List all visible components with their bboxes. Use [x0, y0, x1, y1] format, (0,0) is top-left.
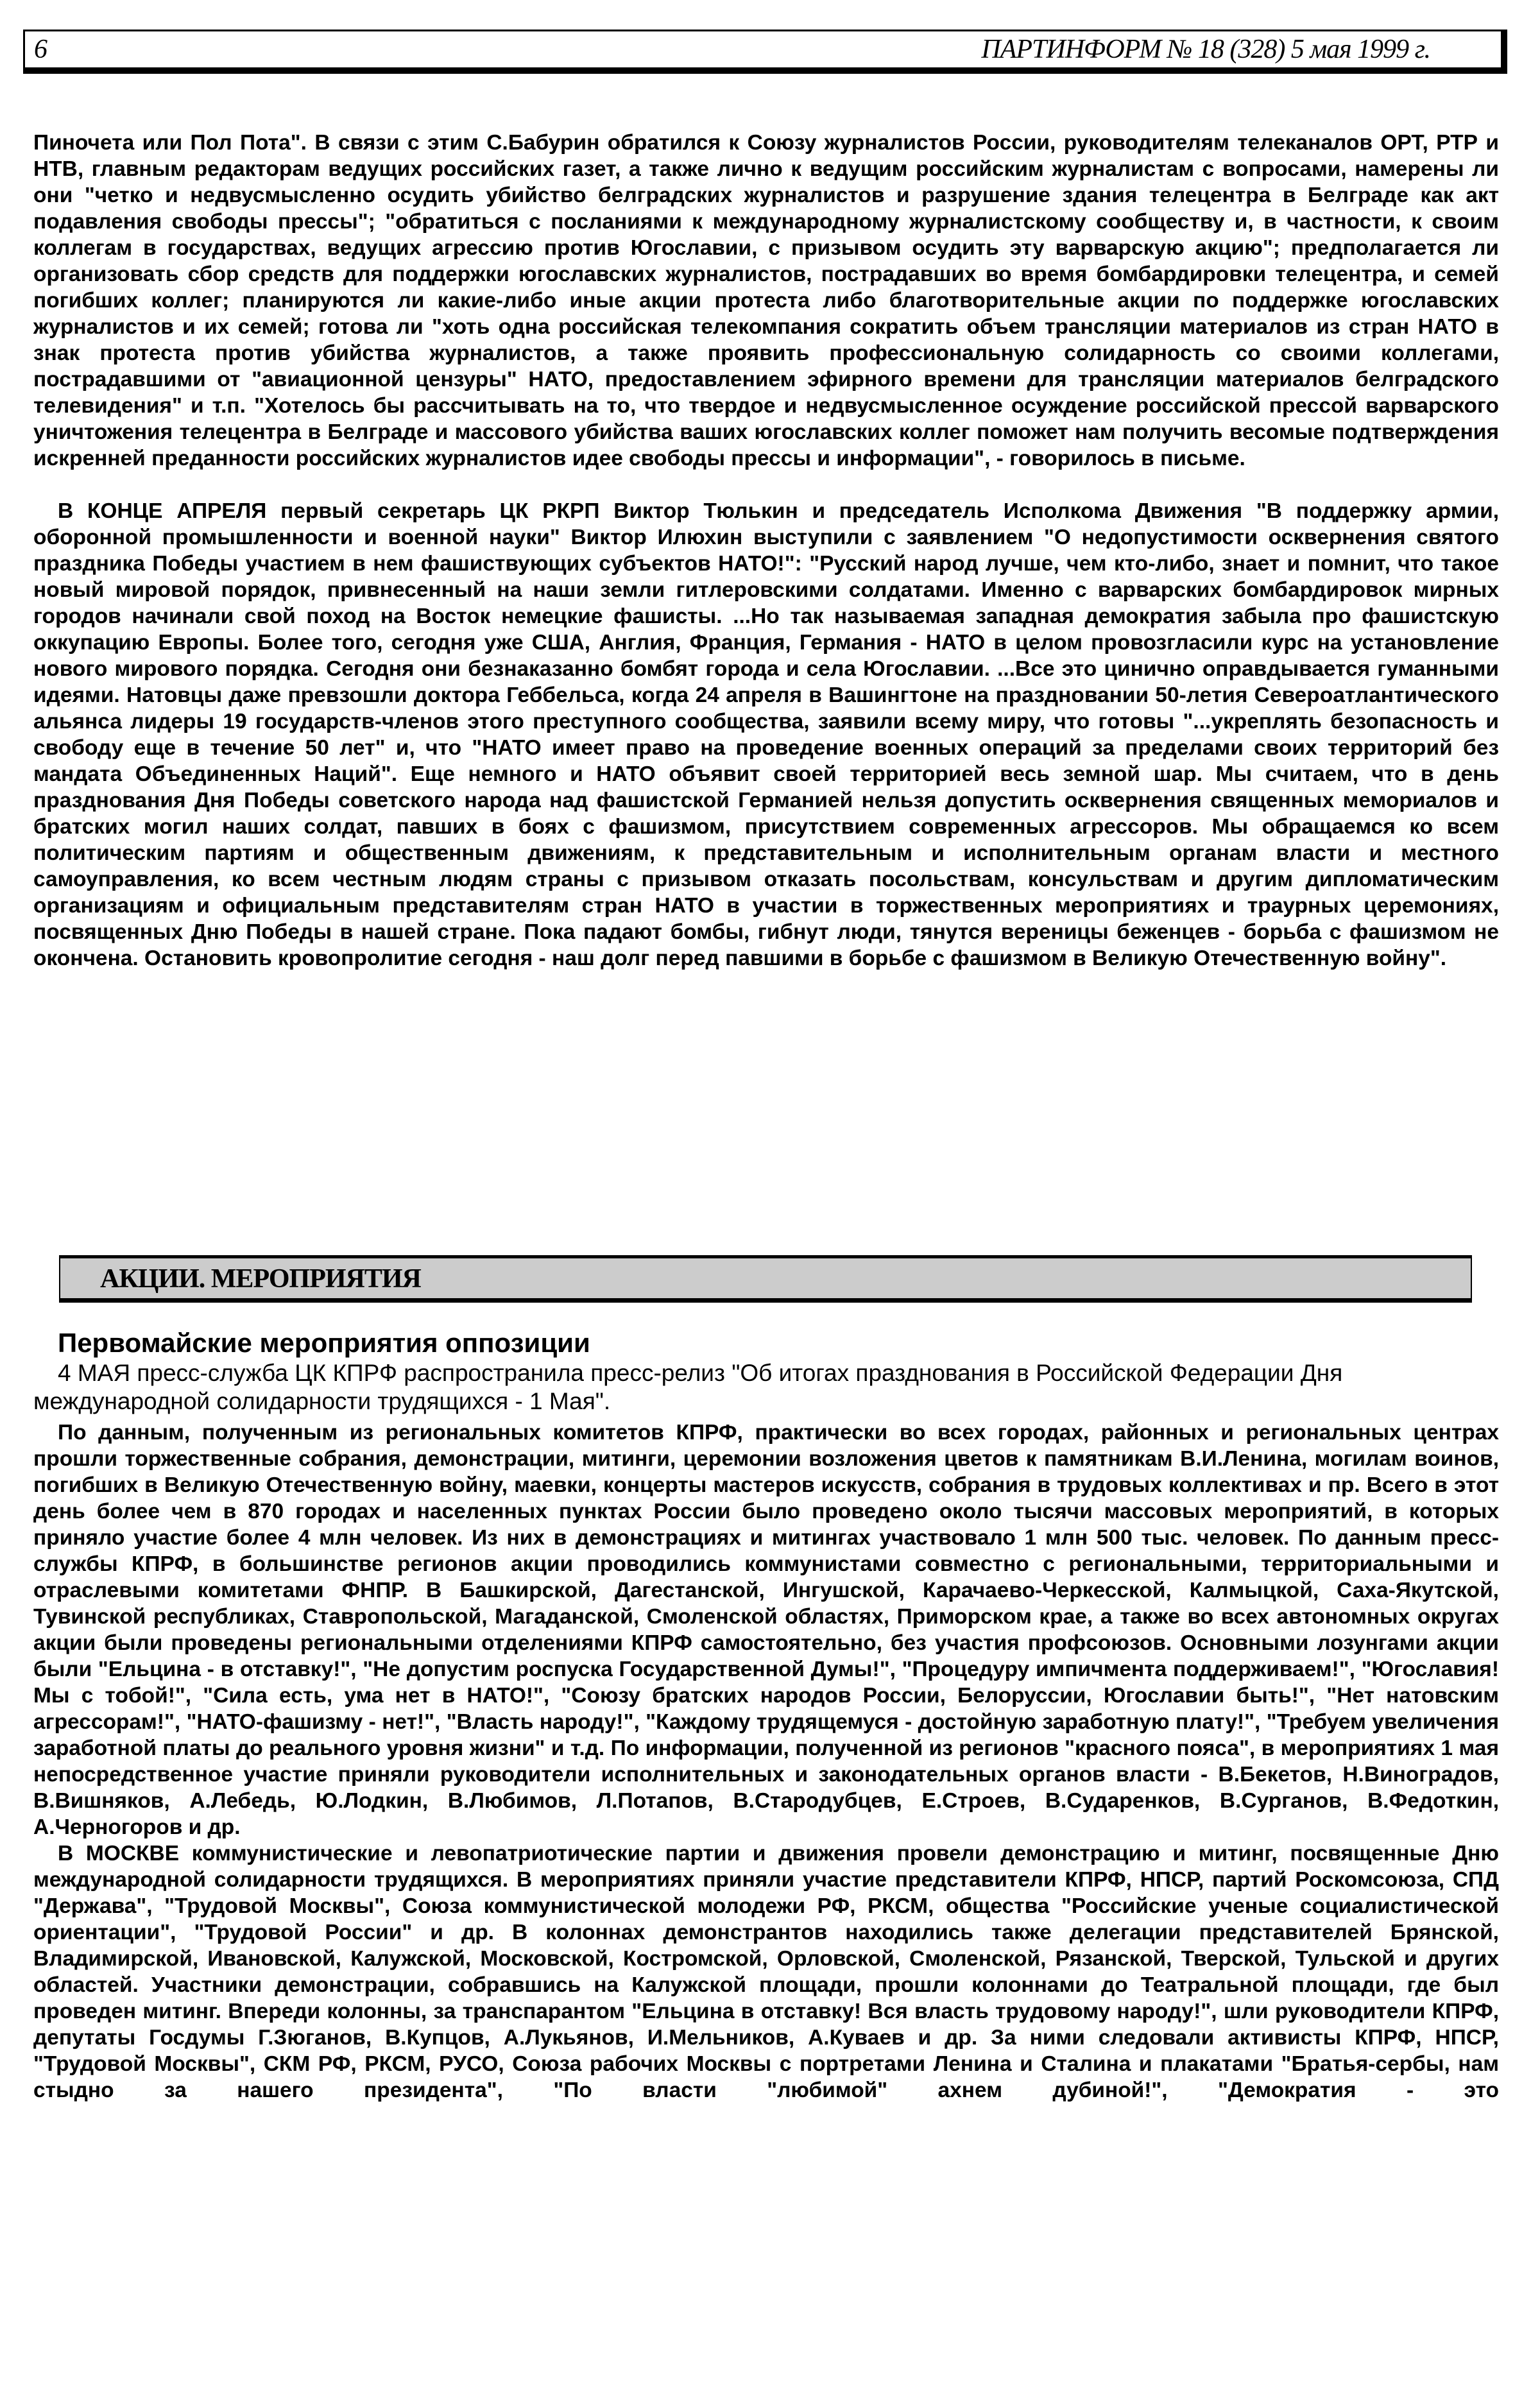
- article-lead: 4 МАЯ пресс-служба ЦК КПРФ распространила пресс-релиз "Об итогах празднования в Российской Федерации Дня международной солидарности трудящихся - 1 Мая".: [33, 1360, 1343, 1414]
- paragraph: В КОНЦЕ АПРЕЛЯ первый секретарь ЦК РКРП Виктор Тюлькин и председатель Исполкома Движения "В поддержку армии, оборонной промышленности и военной науки" Виктор Илюхин выступили с заявлением "О недопустимости осквернения святого праздника Победы участием в нем фашиствующих субъектов НАТО!": "Русский народ лучше, чем кто-либо, знает и помнит, что такое новый мировой порядок, привнесенный на наши земли гитлеровскими солдатами. Именно с варварских бомбардировок мирных городов начинали свой поход на Восток немецкие фашисты. ...Но так называемая западная демократия забыла про фашистскую оккупацию Европы. Более того, сегодня уже США, Англия, Франция, Германия - НАТО в целом провозгласили курс на установление нового мирового порядка. Сегодня они безнаказанно бомбят города и села Югославии. ...Все это цинично оправдывается гуманными идеями. Натовцы даже превзошли доктора Геббельса, когда 24 апреля в Вашингтоне на праздновании 50-летия Североатлантического альянса лидеры 19 государств-членов этого преступного сообщества, заявили всему миру, что готовы "...укреплять безопасность и свободу еще в течение 50 лет" и, что "НАТО имеет право на проведение военных операций за пределами своих территорий без мандата Объединенных Наций". Еще немного и НАТО объявит своей территорией весь земной шар. Мы считаем, что в день празднования Дня Победы советского народа над фашистской Германией нельзя допустить осквернения священных мемориалов и братских могил наших солдат, павших в боях с фашизмом, присутствием современных агрессоров. Мы обращаемся ко всем политическим партиям и общественным движениям, к представительным и исполнительным органам власти и местного самоуправления, ко всем честным людям страны с призывом отказать посольствам, консульствам и другим дипломатическим организациям и официальным представителям стран НАТО в участии в торжественных мероприятиях и траурных церемониях, посвященных Дню Победы в нашей стране. Пока падают бомбы, гибнут люди, тянутся вереницы беженцев - борьба с фашизмом не окончена. Остановить кровопролитие сегодня - наш долг перед павшими в борьбе с фашизмом в Великую Отечественную войну".: [33, 499, 1499, 970]
- page-header: [23, 30, 1507, 74]
- paragraph: Пиночета или Пол Пота". В связи с этим С.Бабурин обратился к Союзу журналистов России, руководителям телеканалов ОРТ, РТР и НТВ, главным редакторам ведущих российских газет, а также лично к ведущим российским журналистам с вопросами, намерены ли они "четко и недвусмысленно осудить убийство белградских журналистов и разрушение здания телецентра в Белграде как акт подавления свободы прессы"; "обратиться с посланиями к международному журналистскому сообществу и, в частности, к своим коллегам в государствах, ведущих агрессию против Югославии, с призывом осудить эту варварскую акцию"; предполагается ли организовать сбор средств для поддержки югославских журналистов, пострадавших во время бомбардировки телецентра, и семей погибших коллег; планируются ли какие-либо иные акции протеста либо благотворительные акции по поддержке югославских журналистов и их семей; готова ли "хоть одна российская телекомпания сократить объем трансляции материалов из стран НАТО в знак протеста против убийства журналистов, а также проявить профессиональную солидарность со своими коллегами, пострадавшими от "авиационной цензуры" НАТО, предоставлением эфирного времени для трансляции материалов белградского телевидения" и т.п. "Хотелось бы рассчитывать на то, что твердое и недвусмысленное осуждение российской прессой варварского уничтожения телецентра в Белграде и массового убийства ваших югославских коллег поможет нам получить весомые подтверждения искренней преданности российских журналистов идее свободы прессы и информации", - говорилось в письме.: [33, 131, 1499, 470]
- article-headline: Первомайские мероприятия оппозиции: [58, 1328, 590, 1358]
- section-banner: [59, 1255, 1472, 1303]
- paragraph: В МОСКВЕ коммунистические и левопатриотические партии и движения провели демонстрацию и митинг, посвященные Дню международной солидарности трудящихся. В мероприятиях приняли участие представители КПРФ, НПСР, партий Роскомсоюза, СПД "Держава", "Трудовой Москвы", Союза коммунистической молодежи РФ, РКСМ, общества "Российские ученые социалистической ориентации", "Трудовой России" и др. В колоннах демонстрантов находились также делегации представителей Брянской, Владимирской, Ивановской, Калужской, Московской, Костромской, Орловской, Смоленской, Рязанской, Тверской, Тульской и других областей. Участники демонстрации, собравшись на Калужской площади, прошли колоннами до Театральной площади, где был проведен митинг. Впереди колонны, за транспарантом "Ельцина в отставку! Вся власть трудовому народу!", шли руководители КПРФ, депутаты Госдумы Г.Зюганов, В.Купцов, А.Лукьянов, И.Мельников, А.Куваев и др. За ними следовали активисты КПРФ, НПСР, "Трудовой Москвы", СКМ РФ, РКСМ, РУСО, Союза рабочих Москвы с портретами Ленина и Сталина и плакатами "Братья-сербы, нам стыдно за нашего президента", "По власти "любимой" ахнем дубиной!", "Демократия - это: [33, 1842, 1499, 2102]
- publication-title: ПАРТИНФОРМ № 18 (328) 5 мая 1999 г.: [981, 35, 1430, 64]
- section-title: АКЦИИ. МЕРОПРИЯТИЯ: [100, 1264, 421, 1294]
- article: [33, 1327, 1499, 2104]
- article-continued: [33, 130, 1499, 972]
- page-number: 6: [34, 35, 47, 64]
- paragraph: По данным, полученным из региональных комитетов КПРФ, практически во всех городах, районных и региональных центрах прошли торжественные собрания, демонстрации, митинги, церемонии возложения цветов к памятникам В.И.Ленина, могилам воинов, погибших в Великую Отечественную войну, маевки, концерты мастеров искусств, собрания в трудовых коллективах и пр. Всего в этот день более чем в 870 городах и населенных пунктах России было проведено около тысячи массовых мероприятий, в которых приняло участие более 4 млн человек. Из них в демонстрациях и митингах участвовало 1 млн 500 тыс. человек. По данным пресс-службы КПРФ, в большинстве регионов акции проводились коммунистами совместно с региональными, территориальными и отраслевыми комитетами ФНПР. В Башкирской, Дагестанской, Ингушской, Карачаево-Черкесской, Калмыцкой, Саха-Якутской, Тувинской республиках, Ставропольской, Магаданской, Смоленской областях, Приморском крае, а также во всех автономных округах акции были проведены региональными отделениями КПРФ самостоятельно, без участия профсоюзов. Основными лозунгами акции были "Ельцина - в отставку!", "Не допустим роспуска Государственной Думы!", "Процедуру импичмента поддерживаем!", "Югославия! Мы с тобой!", "Сила есть, ума нет в НАТО!", "Союзу братских народов России, Белоруссии, Югославии быть!", "Нет натовским агрессорам!", "НАТО-фашизму - нет!", "Власть народу!", "Каждому трудящемуся - достойную заработную плату!", "Требуем увеличения заработной платы до реального уровня жизни" и т.д. По информации, полученной из регионов "красного пояса", в мероприятиях 1 мая непосредственное участие приняли руководители исполнительных и законодательных органов власти - В.Бекетов, Н.Виноградов, В.Вишняков, А.Лебедь, Ю.Лодкин, В.Любимов, Л.Потапов, В.Стародубцев, Е.Строев, В.Сударенков, В.Сурганов, В.Федоткин, А.Черногоров и др.: [33, 1421, 1499, 1839]
